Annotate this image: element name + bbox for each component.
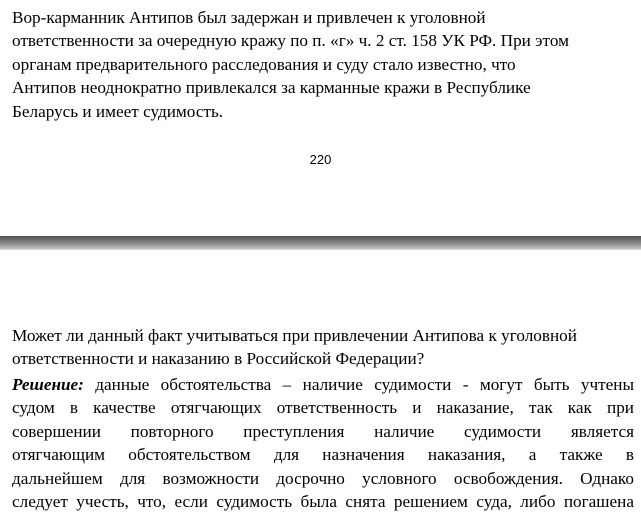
question-paragraph [12,324,634,371]
case-line: Беларусь и имеет судимость. [12,101,224,121]
question-line: ответственности и наказанию в Российской Федерации? [12,349,425,369]
solution-line: данные обстоятельства – наличие судимости - могут быть учтены [83,375,634,394]
solution-line: совершении повторного преступления наличие судимости является [12,421,634,441]
question-line: Может ли данный факт учитываться при привлечении Антипова к уголовной [12,326,577,345]
case-line: ответственности за очередную кражу по п. «г» ч. 2 ст. 158 УК РФ. При этом [12,31,569,51]
case-line: органам предварительного расследования и суду стало известно, что [12,54,516,74]
case-description-paragraph [12,6,634,123]
solution-line: судом в качестве отягчающих ответственность и наказание, так как при [12,398,634,418]
case-line: Антипов неоднократно привлекался за карманные кражи в Республике [12,78,531,98]
solution-line: дальнейшем для возможности досрочно условного освобождения. Однако [12,468,634,488]
page-number: 220 [309,152,332,167]
solution-line: отягчающим обстоятельством для назначения наказания, а также в [12,445,634,465]
solution-line: следует учесть, что, если судимость была снята решением суда, либо погашена [12,492,634,512]
case-line: Вор-карманник Антипов был задержан и привлечен к уголовной [12,8,486,27]
page-break-separator [0,236,641,250]
solution-label: Решение: [12,375,84,394]
solution-first-line [12,373,634,396]
solution-paragraph [12,373,634,513]
